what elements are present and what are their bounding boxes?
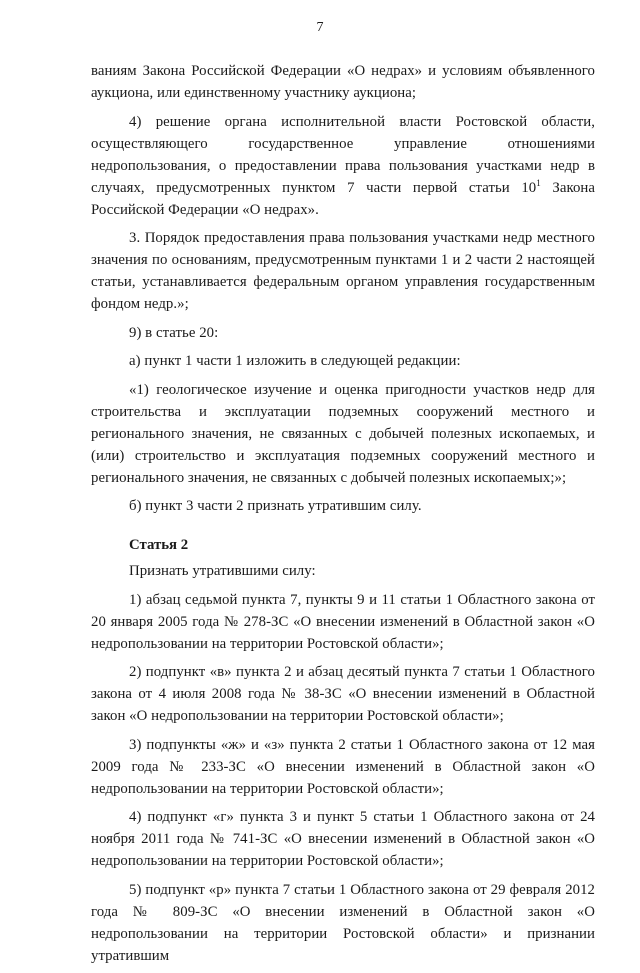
paragraph — [91, 350, 595, 372]
paragraph — [91, 589, 595, 655]
page-number: 7 — [316, 20, 324, 35]
paragraph — [91, 879, 595, 967]
paragraph — [91, 227, 595, 315]
paragraph-text: «1) геологическое изучение и оценка пригодности участков недр для строительства и эксплуатации подземных сооружений местного и регионального значения, не связанных с добычей полезных ископаемых, и (или) строительство и эксплуатация подземных сооружений местного и регионального значения, не связанных с добычей полезных ископаемых;»; — [91, 381, 595, 486]
paragraph-text: 4) решение органа исполнительной власти Ростовской области, осуществляющего государственное управление отношениями недропользования, о предоставлении права пользования участками недр в случаях, предусмотренных пунктом 7 части первой статьи 10 — [91, 113, 595, 196]
paragraph-text: б) пункт 3 части 2 признать утратившим силу. — [129, 498, 422, 514]
paragraph-text: 1) абзац седьмой пункта 7, пункты 9 и 11 статьи 1 Областного закона от 20 января 2005 года № 278-ЗС «О внесении изменений в Областной закон «О недропользовании на территории Ростовской области»; — [91, 591, 595, 652]
article-heading: Статья 2 — [129, 537, 189, 553]
paragraph-text-tail: Закона Российской Федерации «О недрах». — [91, 179, 595, 218]
paragraph-text: 4) подпункт «г» пункта 3 и пункт 5 статьи 1 Областного закона от 24 ноября 2011 года № 741-ЗС «О внесении изменений в Областной закон «О недропользовании на территории Ростовской области»; — [91, 809, 595, 869]
paragraph-text: 3) подпункты «ж» и «з» пункта 2 статьи 1 Областного закона от 12 мая 2009 года № 233-ЗС «О внесении изменений в Областной закон «О недропользовании на территории Ростовской области»; — [91, 736, 595, 797]
paragraph — [91, 495, 595, 517]
paragraph — [91, 734, 595, 800]
paragraph — [91, 111, 595, 221]
paragraph-text: а) пункт 1 части 1 изложить в следующей редакции: — [129, 353, 461, 369]
paragraph-text: 9) в статье 20: — [129, 324, 219, 341]
paragraph-text: 5) подпункт «р» пункта 7 статьи 1 Областного закона от 29 февраля 2012 года № 809-ЗС «О внесении изменений в Областной закон «О недропользовании на территории Ростовской области» и признании утратившим — [91, 881, 595, 964]
superscript: 1 — [536, 177, 541, 188]
paragraph — [91, 60, 595, 104]
paragraph — [91, 560, 595, 582]
paragraph-text: 3. Порядок предоставления права пользования участками недр местного значения по основаниям, предусмотренным пунктами 1 и 2 части 2 настоящей статьи, устанавливается федеральным органом управления государственным фондом недр.»; — [91, 230, 595, 312]
paragraph-text: 2) подпункт «в» пункта 2 и абзац десятый пункта 7 статьи 1 Областного закона от 4 июля 2008 года № 38-ЗС «О внесении изменений в Областной закон «О недропользовании на территории Ростовской области»; — [91, 664, 595, 724]
paragraph — [91, 322, 595, 344]
paragraph — [91, 379, 595, 489]
paragraph — [91, 661, 595, 727]
document-body — [91, 60, 595, 973]
paragraph — [91, 806, 595, 872]
paragraph-text: ваниям Закона Российской Федерации «О недрах» и условиям объявленного аукциона, или единственному участнику аукциона; — [91, 63, 595, 101]
paragraph-text: Признать утратившими силу: — [129, 563, 316, 579]
